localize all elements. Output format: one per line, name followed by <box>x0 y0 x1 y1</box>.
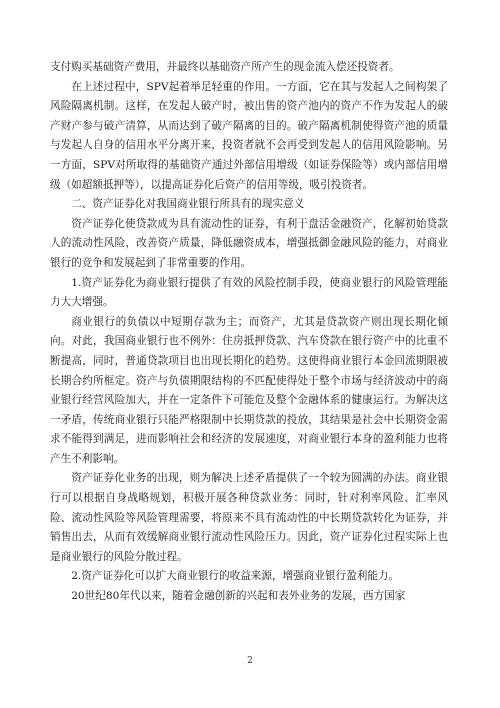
paragraph-5: 资产证券化业务的出现，则为解决上述矛盾提供了一个较为圆满的办法。商业银行可以根据自身战略规划，积极开展各种贷款业务：同时，针对利率风险、汇率风险、流动性风险等风险管理需要，将原来不具有流动性的中长期贷款转化为证券，并销售出去，从而有效缓解商业银行流动性风险压力。因此，资产证券化过程实际上也是商业银行的风险分散过程。 <box>50 472 448 563</box>
paragraph-4: 商业银行的负债以中短期存款为主；而资产，尤其是贷款资产则出现长期化倾向。对此，我国商业银行也不例外：住房抵押贷款、汽车贷款在银行资产中的比重不断提高，同时，普通贷款项目也出现长期化的趋势。这使得商业银行本金回流期限被长期合约所框定。资产与负债期限结构的不匹配使得处于整个市场与经济波动中的商业银行经营风险加大，并在一定条件下可能危及整个金融体系的健康运行。为解决这一矛盾，传统商业银行只能严格限制中长期贷款的投放，其结果是社会中长期资金需求不能得到满足，进而影响社会和经济的发展速度，对商业银行本身的盈利能力也将产生不利影响。 <box>50 315 448 465</box>
paragraph-3: 资产证券化使贷款成为具有流动性的证券，有利于盘活金融资产，化解初始贷款人的流动性风险，改善资产质量，降低融资成本，增强抵御金融风险的能力，对商业银行的竞争和发展起到了非常重要的作用。 <box>50 217 448 269</box>
paragraph-6: 20世纪80年代以来，随着金融创新的兴起和表外业务的发展，西方国家 <box>71 590 406 603</box>
body-text <box>50 58 448 607</box>
page-number: 2 <box>247 656 253 666</box>
point-2-heading: 2.资产证券化可以扩大商业银行的收益来源，增强商业银行盈利能力。 <box>71 570 400 583</box>
paragraph-1: 支付购买基础资产费用，并最终以基础资产所产生的现金流入偿还投资者。 <box>50 61 400 73</box>
paragraph-2: 在上述过程中，SPV起着举足轻重的作用。一方面，它在其与发起人之间构架了风险隔离机制。这样，在发起人破产时，被出售的资产池内的资产不作为发起人的破产财产参与破产清算，从而达到了破产隔离的目的。破产隔离机制使得资产池的质量与发起人自身的信用水平分离开来，投资者就不会再受到发起人的信用风险影响。另一方面，SPV对所取得的基础资产通过外部信用增级（如证券保险等）或内部信用增级（如超额抵押等），以提高证券化后资产的信用等级，吸引投资者。 <box>50 80 448 191</box>
section-heading: 二、资产证券化对我国商业银行所具有的现实意义 <box>71 198 305 211</box>
point-1-heading: 1.资产证券化为商业银行提供了有效的风险控制手段，使商业银行的风险管理能力大大增强。 <box>50 276 448 309</box>
